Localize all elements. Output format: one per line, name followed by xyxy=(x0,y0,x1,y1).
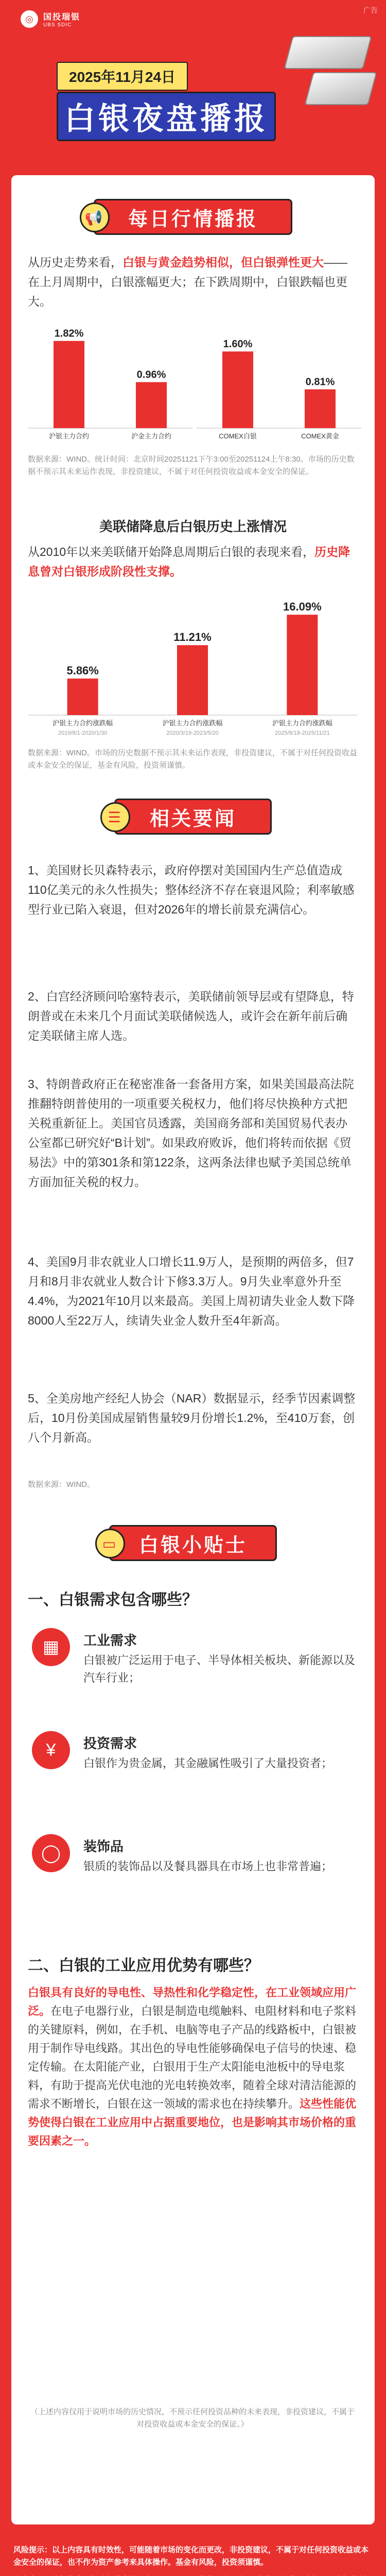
data-label: 5.86% xyxy=(66,664,99,677)
daily-source: 数据来源：WIND。统计时间：北京时间20251121下午3:00至20251124上午8:30。市场的历史数据不预示其未来运作表现，非投资建议，不属于对任何投资收益或本金安全的保证。 xyxy=(28,455,355,476)
news-item: 5、全美房地产经纪人协会（NAR）数据显示，经季节因素调整后，10月份美国成屋销售量较9月份增长1.2%，至410万套，创八个月新高。 xyxy=(28,1392,356,1444)
brand-name-cn: 国投瑞银 xyxy=(43,13,81,22)
bar-2 xyxy=(287,615,318,715)
daily-intro: 从历史走势来看，白银与黄金趋势相似，但白银弹性更大——在上月周期中，白银涨幅更大；在下跌周期中，白银跌幅也更大。 xyxy=(28,256,347,308)
risk-warning: 风险提示：以上内容具有时效性，可能随着市场的变化而更改，非投资建议，不属于对任何投资收益或本金安全的保证，也不作为资产参考来具体操作。基金有风险，投资须谨慎。 xyxy=(13,2546,369,2567)
chart-domestic-futures xyxy=(28,317,192,446)
silver-bar-icon xyxy=(304,72,377,105)
fed-intro: 从2010年以来美联储开始降息周期后白银的表现来看，历史降息曾对白银形成阶段性支撑。 xyxy=(28,545,350,578)
tips-answer-2: 白银具有良好的导电性、导热性和化学稳定性，在工业领域应用广泛。在电子电器行业，白银是制造电缆触料、电阻材料和电子浆料的关键原料，例如，在手机、电脑等电子产品的线路板中，白银被用于制作导电线路。其出色的导电性能够确保电子信号的快速、稳定传输。在太阳能产业，白银用于生产太阳能电池板中的导电浆料，有助于提高光伏电池的光电转换效率，随着全球对清洁能源的需求不断增长，白银在这一领域的需求也在持续攀升。这些性能优势使得白银在工业应用中占据重要地位，也是影响其市场价格的重要因素之一。 xyxy=(28,1986,357,2147)
tips-question-1: 一、白银需求包含哪些？ xyxy=(28,1591,198,1608)
bar-0 xyxy=(222,351,253,428)
tip-body: 白银作为贵金属，其金融属性吸引了大量投资者； xyxy=(83,1757,333,1770)
logo-icon: ◎ xyxy=(21,10,38,28)
data-label: 1.60% xyxy=(223,338,253,350)
category-label: COMEX白银 xyxy=(219,432,257,440)
fed-chart-title: 美联储降息后白银历史上涨情况 xyxy=(99,519,287,534)
bar-0 xyxy=(54,341,84,428)
data-label: 1.82% xyxy=(54,328,84,340)
factory-icon: ▦ xyxy=(32,1628,70,1666)
tip-body: 白银被广泛运用于电子、半导体相关板块、新能源以及汽车行业； xyxy=(83,1654,356,1684)
section-badge-tips: ▭ 白银小贴士 xyxy=(109,1525,277,1561)
footer-disclaimer xyxy=(0,2534,386,2576)
silver-bar-icon: ▭ xyxy=(95,1529,125,1558)
chart-comex xyxy=(197,317,361,446)
ad-label: 广告 xyxy=(363,6,378,14)
category-label: 沪银主力合约涨跌幅 xyxy=(162,719,223,727)
fed-source: 数据来源：WIND。市场的历史数据不预示其未来运作表现，非投资建议，不属于对任何投资收益或本金安全的保证，基金有风险，投资须谨慎。 xyxy=(28,749,357,770)
category-label: 沪银主力合约涨跌幅 xyxy=(272,719,332,727)
tips-note: （上述内容仅用于说明市场的历史情况，不预示任何投资品种的未来表现，非投资建议，不属于对投资收益或本金安全的保证。） xyxy=(30,2408,355,2429)
brand-name-en: UBS SDIC xyxy=(43,22,72,28)
period-label: 2025/8/18-2025/11/21 xyxy=(274,730,330,736)
news-source: 数据来源：WIND。 xyxy=(28,1480,95,1489)
ring-icon: ◯ xyxy=(32,1834,70,1872)
brand-logo xyxy=(21,10,80,28)
bar-1 xyxy=(177,645,208,715)
chart-fed-cuts xyxy=(28,587,357,742)
section-badge-daily: 📢 每日行情播报 xyxy=(94,199,292,235)
news-item: 2、白宫经济顾问哈塞特表示，美联储前领导层或有望降息，特朗普或在未来几个月面试美联储候选人，或许会在新年前后确定美联储主席人选。 xyxy=(28,990,354,1042)
header xyxy=(0,0,386,161)
news-item: 3、特朗普政府正在秘密准备一套备用方案，如果美国最高法院推翻特朗普使用的一项重要关税权力，他们将尽快换种方式把关税重新征上。美国官员透露，美国商务部和美国贸易代表办公室都已研究好“B计划”。如果政府败诉，他们将转而依据《贸易法》中的第301条和第122条，这两条法律也赋予美国总统单方面加征关税的权力。 xyxy=(28,1077,354,1189)
coin-icon: ¥ xyxy=(32,1731,70,1769)
document-icon: ☰ xyxy=(100,802,130,832)
date-badge: 2025年11月24日 xyxy=(57,62,188,91)
news-item: 1、美国财长贝森特表示，政府停摆对美国国内生产总值造成110亿美元的永久性损失；整体经济不存在衰退风险；利率敏感型行业已陷入衰退，但对2026年的增长前景充满信心。 xyxy=(28,863,355,916)
section-badge-news: ☰ 相关要闻 xyxy=(114,799,272,835)
category-label: COMEX黄金 xyxy=(301,432,339,440)
tip-body: 银质的装饰品以及餐具器具在市场上也非常普遍； xyxy=(83,1860,333,1873)
bar-0 xyxy=(67,679,98,715)
data-label: 0.81% xyxy=(305,376,335,388)
disclaimer-text xyxy=(0,2574,386,2576)
data-label: 11.21% xyxy=(173,631,212,644)
page-title: 白银夜盘播报 xyxy=(64,101,268,136)
period-label: 2019/8/1-2020/1/30 xyxy=(58,730,108,736)
news-item: 4、美国9月非农就业人口增长11.9万人，是预期的两倍多，但7月和8月非农就业人数合计下修3.3万人。9月失业率意外升至4.4%，为2021年10月以来最高。美国上周初请失业金人数下降8000人至22万人，续请失业金人数升至4年新高。 xyxy=(28,1255,355,1327)
title-banner xyxy=(57,92,276,141)
tip-title: 投资需求 xyxy=(83,1736,137,1751)
content-card xyxy=(11,175,375,2524)
megaphone-icon: 📢 xyxy=(80,202,110,232)
category-label: 沪银主力合约涨跌幅 xyxy=(52,719,113,727)
data-label: 16.09% xyxy=(283,600,322,614)
category-label: 沪银主力合约 xyxy=(48,432,90,440)
period-label: 2020/3/19-2023/5/20 xyxy=(166,730,219,736)
bar-1 xyxy=(305,389,336,428)
bar-1 xyxy=(136,382,167,428)
silver-bar-icon xyxy=(284,36,372,69)
category-label: 沪金主力合约 xyxy=(131,432,172,440)
tips-question-2: 二、白银的工业应用优势有哪些？ xyxy=(28,1957,259,1974)
tip-title: 装饰品 xyxy=(83,1839,124,1854)
data-label: 0.96% xyxy=(136,369,166,381)
tip-title: 工业需求 xyxy=(83,1633,137,1648)
